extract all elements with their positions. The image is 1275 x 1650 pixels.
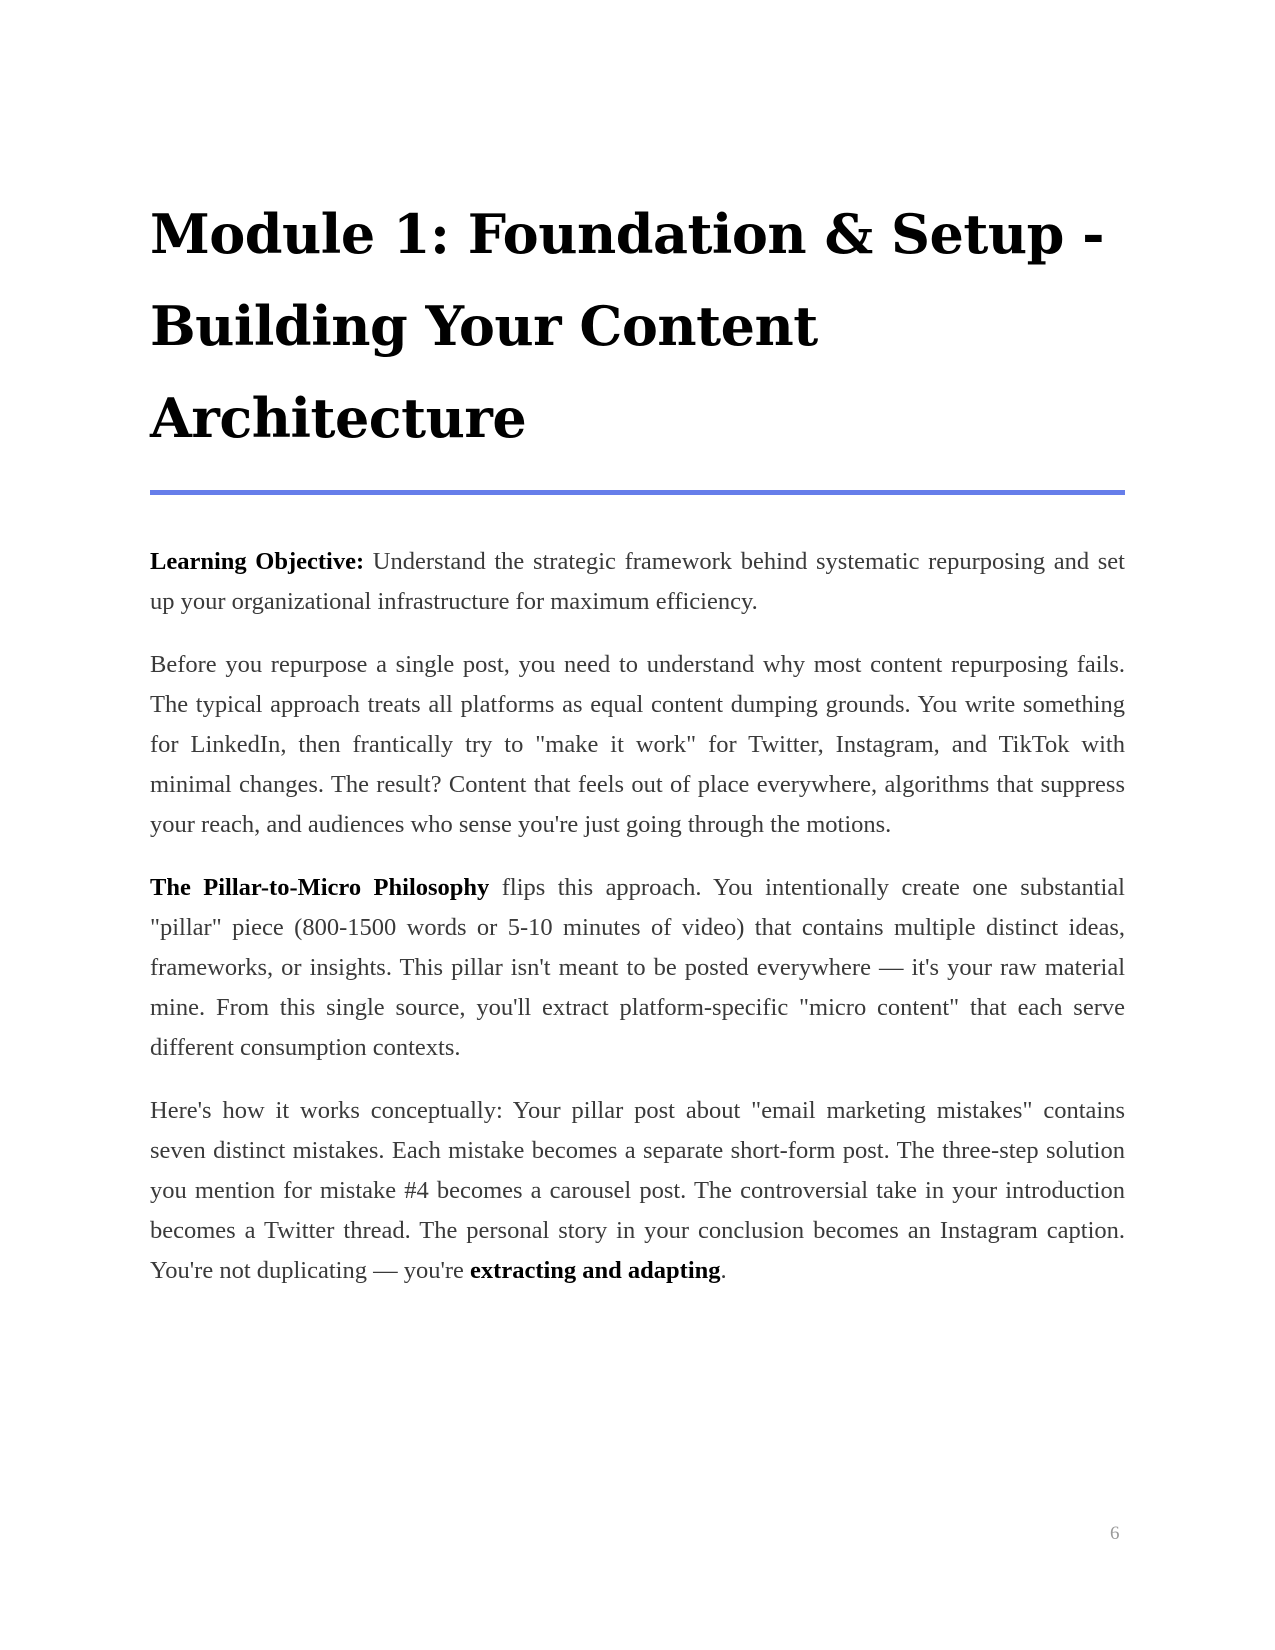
philosophy-paragraph xyxy=(150,868,1125,1068)
learning-objective-label: Learning Objective: xyxy=(150,548,365,575)
document-body xyxy=(150,542,1125,1314)
example-text: Here's how it works conceptually: Your pillar post about "email marketing mistakes" contains seven distinct mistakes. Each mistake becomes a separate short-form post. The three-step solution you mention for mistake #4 becomes a carousel post. The controversial take in your introduction becomes a Twitter thread. The personal story in your conclusion becomes an Instagram caption. You're not duplicating — you're xyxy=(150,1097,1125,1284)
philosophy-label: The Pillar-to-Micro Philosophy xyxy=(150,874,490,901)
module-title: Module 1: Foundation & Setup - Building Your Content Architecture xyxy=(150,202,1105,450)
title-divider xyxy=(150,490,1125,495)
page-number: 6 xyxy=(1110,1523,1120,1544)
example-tail: . xyxy=(720,1257,727,1284)
learning-objective-paragraph xyxy=(150,542,1125,622)
intro-text: Before you repurpose a single post, you need to understand why most content repurposing fails. The typical approach treats all platforms as equal content dumping grounds. You write something for LinkedIn, then frantically try to "make it work" for Twitter, Instagram, and TikTok with minimal changes. The result? Content that feels out of place everywhere, algorithms that suppress your reach, and audiences who sense you're just going through the motions. xyxy=(150,651,1125,838)
example-paragraph xyxy=(150,1091,1125,1291)
example-emphasis: extracting and adapting xyxy=(470,1257,721,1284)
philosophy-text: flips this approach. You intentionally create one substantial "pillar" piece (800-1500 words or 5-10 minutes of video) that contains multiple distinct ideas, frameworks, or insights. This pillar isn't meant to be posted everywhere — it's your raw material mine. From this single source, you'll extract platform-specific "micro content" that each serve different consumption contexts. xyxy=(150,874,1125,1061)
learning-objective-text: Understand the strategic framework behind systematic repurposing and set up your organizational infrastructure for maximum efficiency. xyxy=(150,548,1125,615)
intro-paragraph xyxy=(150,645,1125,845)
